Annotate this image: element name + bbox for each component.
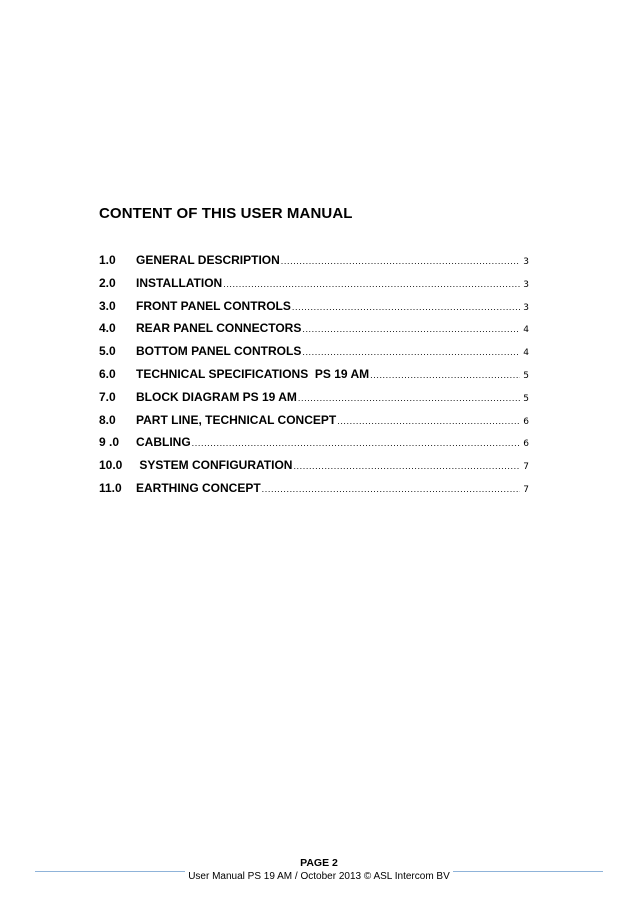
toc-entry-title: REAR PANEL CONNECTORS (136, 321, 302, 336)
toc-entry-title: EARTHING CONCEPT (136, 480, 261, 495)
toc-entry-title: BOTTOM PANEL CONTROLS (136, 344, 302, 359)
toc-entry-title: INSTALLATION (136, 275, 223, 290)
footer-page-number: PAGE 2 (300, 857, 338, 869)
toc-dot-leader (302, 321, 520, 337)
footer-document-line: User Manual PS 19 AM / October 2013 © ASL Intercom BV (188, 871, 450, 882)
toc-entry[interactable] (99, 298, 529, 321)
toc-entry-title: CABLING (136, 435, 191, 450)
toc-list (99, 252, 529, 503)
toc-entry[interactable] (99, 412, 529, 435)
toc-entry-title: GENERAL DESCRIPTION (136, 253, 280, 267)
toc-entry-number: 7.0 (99, 389, 116, 404)
toc-dot-leader (302, 344, 520, 360)
toc-entry-title: PART LINE, TECHNICAL CONCEPT (136, 412, 337, 427)
toc-dot-leader (281, 253, 520, 269)
toc-entry-page: 5 (523, 393, 529, 404)
toc-dot-leader (192, 435, 520, 451)
toc-entry-page: 6 (523, 416, 529, 427)
toc-entry[interactable] (99, 343, 529, 366)
toc-entry-number: 1.0 (99, 253, 116, 267)
toc-entry[interactable] (99, 480, 529, 503)
toc-entry-page: 7 (523, 462, 529, 473)
toc-entry-page: 7 (523, 484, 529, 495)
toc-entry-title: FRONT PANEL CONTROLS (136, 298, 291, 313)
toc-entry-page: 3 (523, 302, 529, 313)
toc-entry[interactable] (99, 275, 529, 298)
toc-entry-number: 6.0 (99, 366, 116, 381)
toc-entry-title: SYSTEM CONFIGURATION (136, 458, 293, 473)
toc-entry-page: 5 (523, 370, 529, 381)
toc-entry-number: 9 .0 (99, 435, 120, 450)
toc-entry[interactable] (99, 457, 529, 480)
toc-entry-page: 4 (523, 325, 529, 336)
toc-entry-title: BLOCK DIAGRAM PS 19 AM (136, 389, 297, 404)
toc-dot-leader (298, 390, 520, 406)
toc-entry[interactable] (99, 389, 529, 412)
toc-entry-page: 3 (523, 279, 529, 290)
toc-entry-number: 5.0 (99, 344, 116, 359)
toc-entry-title: TECHNICAL SPECIFICATIONS PS 19 AM (136, 366, 370, 381)
toc-entry-page: 6 (523, 439, 529, 450)
toc-dot-leader (370, 367, 520, 383)
toc-entry-number: 10.0 (99, 458, 123, 473)
toc-dot-leader (293, 458, 520, 474)
toc-dot-leader (292, 299, 520, 315)
toc-entry[interactable] (99, 320, 529, 343)
toc-entry-number: 8.0 (99, 412, 116, 427)
toc-entry-number: 2.0 (99, 275, 116, 290)
toc-entry-number: 11.0 (99, 480, 122, 495)
toc-dot-leader (337, 413, 520, 429)
toc-entry[interactable] (99, 366, 529, 389)
toc-entry-page: 3 (523, 257, 529, 267)
toc-entry[interactable] (99, 434, 529, 457)
toc-entry[interactable] (99, 252, 529, 275)
toc-entry-number: 4.0 (99, 321, 116, 336)
toc-entry-page: 4 (523, 348, 529, 359)
toc-entry-number: 3.0 (99, 298, 116, 313)
toc-dot-leader (262, 481, 520, 497)
toc-dot-leader (223, 276, 520, 292)
toc-heading: CONTENT OF THIS USER MANUAL (99, 205, 353, 222)
